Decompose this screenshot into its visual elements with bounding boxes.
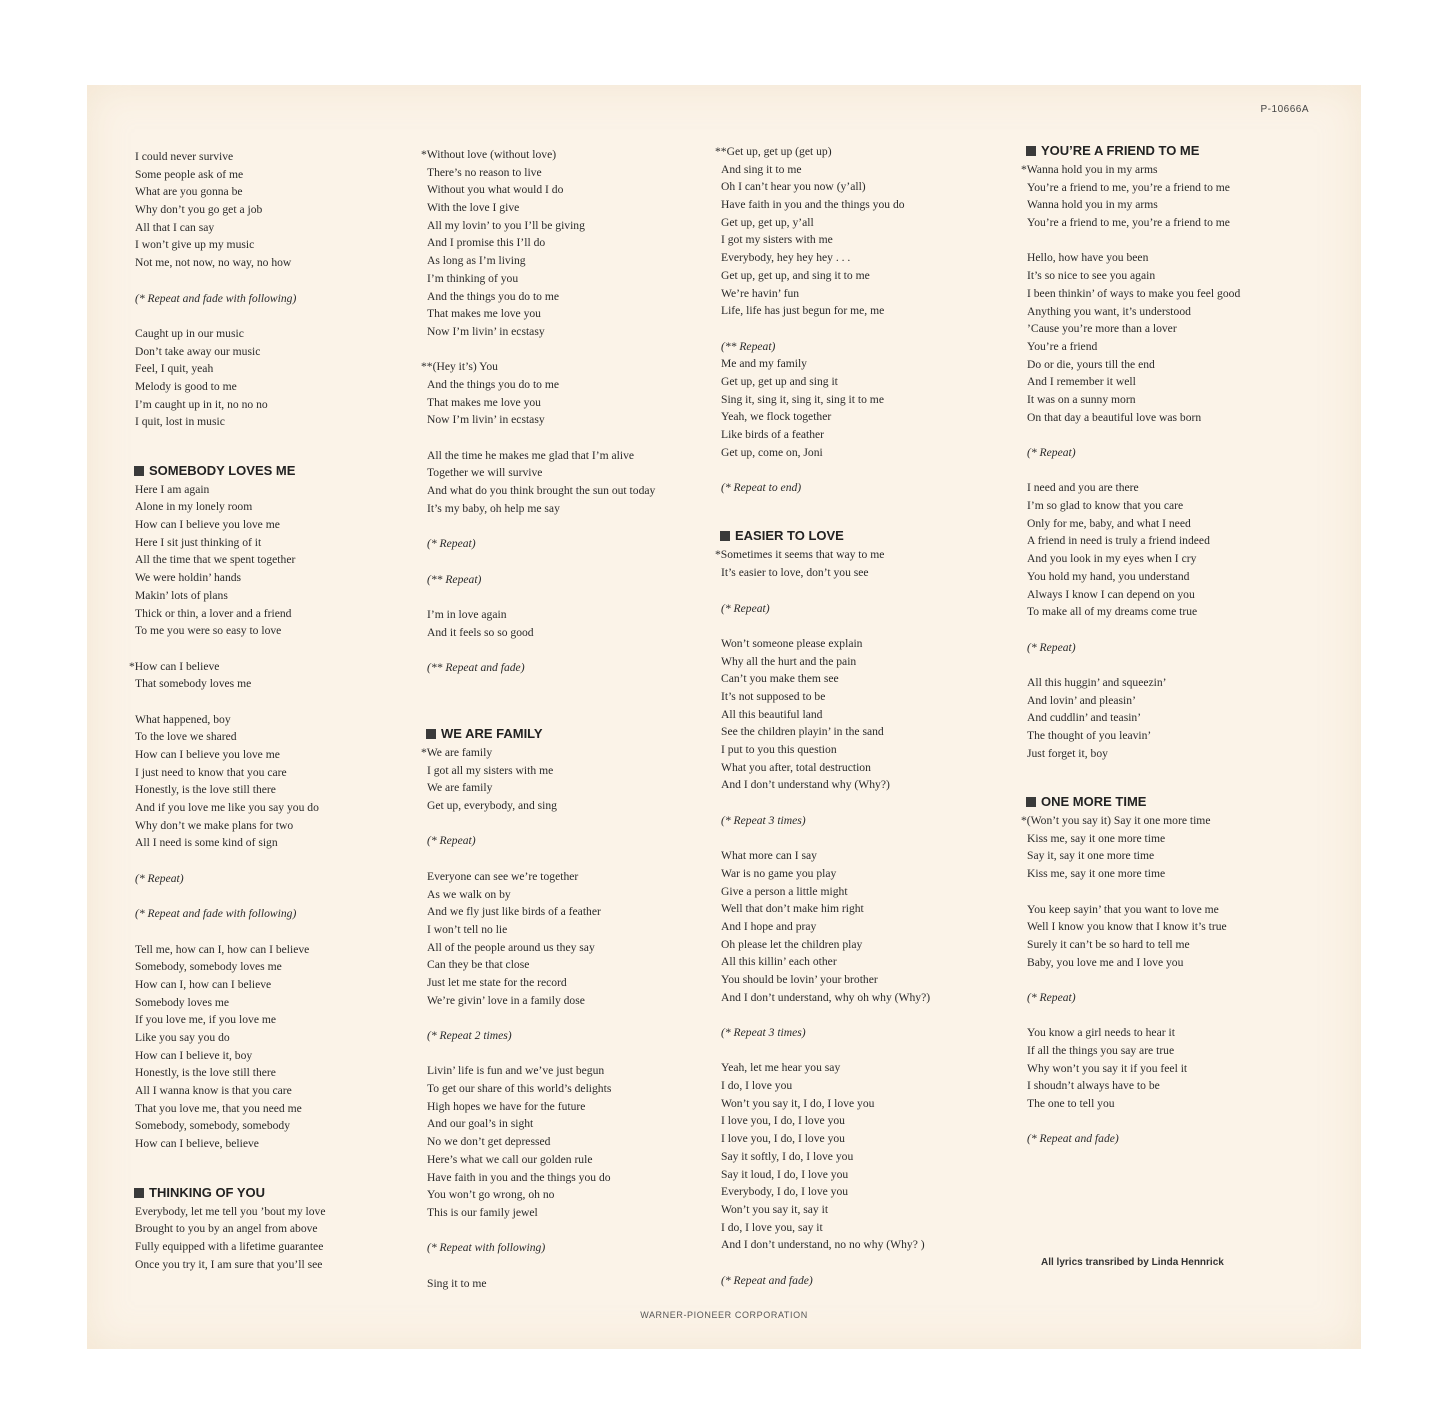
lyric-line: How can I believe you love me xyxy=(135,518,280,532)
lyric-line: To me you were so easy to love xyxy=(135,624,282,638)
lyric-line: On that day a beautiful love was born xyxy=(1027,410,1202,424)
repeat-note: (* Repeat and fade with following) xyxy=(135,907,297,921)
lyric-line: *Wanna hold you in my arms xyxy=(1021,163,1158,176)
song-title xyxy=(426,724,717,744)
song-title xyxy=(720,526,1011,546)
lyric-line: Why don’t we make plans for two xyxy=(135,818,294,832)
lyric-line: You keep sayin’ that you want to love me xyxy=(1027,902,1219,916)
lyric-line: All this killin’ each other xyxy=(721,955,837,969)
lyric-line: Say it loud, I do, I love you xyxy=(721,1167,849,1181)
lyric-line: If all the things you say are true xyxy=(1027,1044,1175,1057)
lyric-line: I got my sisters with me xyxy=(721,233,833,247)
lyric-line: Do or die, yours till the end xyxy=(1027,357,1155,371)
lyric-line: Can’t you make them see xyxy=(721,672,839,686)
stanza-gap xyxy=(721,582,1011,600)
lyric-line: Wanna hold you in my arms xyxy=(1027,198,1158,212)
lyrics-column-2 xyxy=(421,146,717,1292)
stanza-gap xyxy=(1027,762,1317,780)
lyric-line: And sing it to me xyxy=(721,162,802,176)
lyric-line: Brought to you by an angel from above xyxy=(135,1222,318,1236)
lyric-line: As we walk on by xyxy=(427,887,511,901)
square-bullet-icon xyxy=(1026,797,1036,807)
stanza-gap xyxy=(427,815,717,833)
lyric-line: And I hope and pray xyxy=(721,919,817,933)
lyric-line: All this beautiful land xyxy=(721,707,823,721)
lyric-line: What are you gonna be xyxy=(135,185,243,199)
song-title xyxy=(134,461,425,481)
lyric-line: No we don’t get depressed xyxy=(427,1135,551,1149)
lyric-line: It’s not supposed to be xyxy=(721,689,826,703)
lyric-line: I got all my sisters with me xyxy=(427,763,554,777)
lyric-line: Alone in my lonely room xyxy=(135,500,253,514)
lyric-line: The one to tell you xyxy=(1027,1097,1115,1111)
lyric-line: War is no game you play xyxy=(721,866,837,880)
lyric-line: And if you love me like you say you do xyxy=(135,801,319,815)
lyric-sheet xyxy=(87,85,1361,1349)
lyric-line: Say it softly, I do, I love you xyxy=(721,1149,854,1163)
lyric-line: Melody is good to me xyxy=(135,379,237,393)
lyric-line: Yeah, let me hear you say xyxy=(721,1061,841,1075)
lyric-line: What you after, total destruction xyxy=(721,760,871,774)
stanza-gap xyxy=(1027,1113,1317,1131)
repeat-note: (* Repeat 3 times) xyxy=(721,1026,806,1039)
lyric-line: You hold my hand, you understand xyxy=(1027,569,1190,583)
lyric-line: Like you say you do xyxy=(135,1031,230,1044)
lyric-line: I won’t tell no lie xyxy=(427,922,508,936)
lyric-line: You’re a friend to me, you’re a friend to me xyxy=(1027,180,1230,194)
lyric-line: I do, I love you, say it xyxy=(721,1220,823,1234)
stanza-gap xyxy=(1027,462,1317,480)
lyric-line: How can I, how can I believe xyxy=(135,977,272,991)
lyric-line: Sing it to me xyxy=(427,1276,487,1290)
lyric-line: And it feels so so good xyxy=(427,625,534,639)
lyric-line: Say it, say it one more time xyxy=(1027,849,1155,863)
lyric-line: We’re givin’ love in a family dose xyxy=(427,993,585,1007)
lyric-line: *We are family xyxy=(421,746,493,759)
catalog-number: P-10666A xyxy=(1260,104,1309,115)
publisher-footer: WARNER-PIONEER CORPORATION xyxy=(640,1310,808,1320)
lyric-line: Fully equipped with a lifetime guarantee xyxy=(135,1239,324,1253)
stanza-gap xyxy=(427,1257,717,1275)
song-title-text: THINKING OF YOU xyxy=(149,1184,266,1200)
lyric-line: And I don’t understand, why oh why (Why?) xyxy=(721,990,931,1004)
lyric-line: We are family xyxy=(427,781,493,795)
lyric-line: High hopes we have for the future xyxy=(427,1099,586,1113)
stanza-gap xyxy=(1027,971,1317,989)
stanza-gap xyxy=(721,1006,1011,1024)
square-bullet-icon xyxy=(134,466,144,476)
lyric-line: Don’t take away our music xyxy=(135,344,261,358)
lyric-line: I’m so glad to know that you care xyxy=(1027,499,1184,513)
lyrics-column-3 xyxy=(715,143,1011,1289)
lyric-line: And the things you do to me xyxy=(427,289,560,303)
lyric-line: What happened, boy xyxy=(135,712,231,726)
lyric-line: Somebody, somebody loves me xyxy=(135,960,282,974)
lyric-line: And I don’t understand why (Why?) xyxy=(721,778,890,792)
lyric-line: ’Cause you’re more than a lover xyxy=(1027,322,1177,336)
stanza-gap xyxy=(427,677,717,695)
lyric-line: Oh I can’t hear you now (y’all) xyxy=(721,180,866,194)
lyric-line: The thought of you leavin’ xyxy=(1027,729,1152,742)
lyric-line: Now I’m livin’ in ecstasy xyxy=(427,413,545,427)
lyric-line: I could never survive xyxy=(135,150,234,163)
lyric-line: Get up, get up, y’all xyxy=(721,215,814,229)
stanza-gap xyxy=(135,272,425,290)
lyric-line: It was on a sunny morn xyxy=(1027,392,1136,406)
lyric-line: All of the people around us they say xyxy=(427,940,595,954)
lyric-line: Always I know I can depend on you xyxy=(1027,587,1195,601)
stanza-gap xyxy=(721,461,1011,479)
repeat-note: (* Repeat) xyxy=(135,871,184,885)
lyric-line: Me and my family xyxy=(721,357,807,371)
lyrics-column-1 xyxy=(129,148,425,1273)
lyric-line: A friend in need is truly a friend indeed xyxy=(1027,534,1210,548)
lyric-line: Here’s what we call our golden rule xyxy=(427,1152,593,1166)
lyric-line: To the love we shared xyxy=(135,730,237,744)
lyric-line: I been thinkin’ of ways to make you feel good xyxy=(1027,286,1241,300)
stanza-gap xyxy=(721,1254,1011,1272)
stanza-gap xyxy=(427,553,717,571)
lyric-line: Caught up in our music xyxy=(135,326,244,340)
repeat-note: (** Repeat) xyxy=(721,339,776,353)
stanza-gap xyxy=(427,1009,717,1027)
lyric-line: Why all the hurt and the pain xyxy=(721,654,857,668)
lyric-line: All my lovin’ to you I’ll be giving xyxy=(427,218,585,232)
lyric-line: Won’t someone please explain xyxy=(721,636,863,650)
repeat-note: (* Repeat to end) xyxy=(721,481,802,495)
stanza-gap xyxy=(135,923,425,941)
lyric-line: And what do you think brought the sun out today xyxy=(427,484,656,498)
lyric-line: Sing it, sing it, sing it, sing it to me xyxy=(721,392,884,406)
lyric-line: Here I am again xyxy=(135,482,210,496)
lyric-line: There’s no reason to live xyxy=(427,165,542,179)
repeat-note: (** Repeat) xyxy=(427,572,482,586)
lyric-line: We’re havin’ fun xyxy=(721,286,800,300)
lyric-line: I do, I love you xyxy=(721,1079,793,1093)
lyric-line: Surely it can’t be so hard to tell me xyxy=(1027,937,1190,951)
stanza-gap xyxy=(1027,232,1317,250)
lyric-line: *How can I believe xyxy=(129,659,220,673)
stanza-gap xyxy=(427,517,717,535)
lyric-line: With the love I give xyxy=(427,201,520,215)
song-title-text: YOU’RE A FRIEND TO ME xyxy=(1041,143,1200,158)
lyric-line: And cuddlin’ and teasin’ xyxy=(1027,711,1142,725)
lyric-line: I love you, I do, I love you xyxy=(721,1114,845,1128)
lyric-line: Yeah, we flock together xyxy=(721,410,832,424)
stanza-gap xyxy=(427,1045,717,1063)
lyric-line: Feel, I quit, yeah xyxy=(135,362,214,376)
repeat-note: (* Repeat with following) xyxy=(427,1241,546,1255)
lyric-line: Won’t you say it, say it xyxy=(721,1202,829,1216)
lyric-line: How can I believe you love me xyxy=(135,748,280,761)
song-title-text: SOMEBODY LOVES ME xyxy=(149,462,296,478)
lyric-line: Some people ask of me xyxy=(135,167,244,181)
lyric-line: And I promise this I’ll do xyxy=(427,236,546,250)
lyric-line: Somebody loves me xyxy=(135,995,230,1009)
square-bullet-icon xyxy=(134,1188,144,1198)
stanza-gap xyxy=(135,852,425,870)
lyric-line: Only for me, baby, and what I need xyxy=(1027,516,1191,530)
lyric-line: I shoudn’t always have to be xyxy=(1027,1079,1160,1093)
lyric-line: I quit, lost in music xyxy=(135,415,225,429)
lyric-line: We were holdin’ hands xyxy=(135,571,242,585)
song-title-text: WE ARE FAMILY xyxy=(441,726,543,741)
lyric-line: Why don’t you go get a job xyxy=(135,203,263,217)
transcription-credit: All lyrics transribed by Linda Hennrick xyxy=(1041,1257,1224,1268)
lyric-line: Hello, how have you been xyxy=(1027,251,1149,265)
stanza-gap xyxy=(427,341,717,359)
lyric-line: That makes me love you xyxy=(427,395,541,409)
stanza-gap xyxy=(1027,1007,1317,1025)
lyric-line: And I don’t understand, no no why (Why? ) xyxy=(721,1238,925,1252)
lyric-line: How can I believe it, boy xyxy=(135,1048,253,1062)
repeat-note: (* Repeat 2 times) xyxy=(427,1029,512,1042)
lyric-line: *Without love (without love) xyxy=(421,148,557,161)
lyric-line: Thick or thin, a lover and a friend xyxy=(135,606,292,620)
lyric-line: It’s so nice to see you again xyxy=(1027,269,1156,283)
repeat-note: (* Repeat) xyxy=(721,601,770,615)
lyric-line: Get up, get up and sing it xyxy=(721,374,838,388)
lyric-line: All that I can say xyxy=(135,220,215,234)
repeat-note: (* Repeat) xyxy=(427,834,476,848)
stanza-gap xyxy=(135,1153,425,1171)
lyric-line: I need and you are there xyxy=(1027,481,1139,495)
lyric-line: It’s my baby, oh help me say xyxy=(427,501,560,515)
lyric-line: *Sometimes it seems that way to me xyxy=(715,548,885,562)
lyric-line: All the time that we spent together xyxy=(135,553,296,567)
lyric-line: Have faith in you and the things you do xyxy=(427,1170,611,1184)
repeat-note: (* Repeat) xyxy=(1027,990,1076,1004)
square-bullet-icon xyxy=(720,531,730,541)
lyric-line: Get up, come on, Joni xyxy=(721,445,823,459)
stanza-gap xyxy=(135,307,425,325)
square-bullet-icon xyxy=(426,729,436,739)
repeat-note: (* Repeat and fade) xyxy=(721,1273,813,1287)
repeat-note: (* Repeat and fade with following) xyxy=(135,291,297,305)
lyric-line: **(Hey it’s) You xyxy=(421,360,498,374)
stanza-gap xyxy=(135,640,425,658)
lyric-line: Get up, get up, and sing it to me xyxy=(721,268,870,282)
lyric-line: I just need to know that you care xyxy=(135,765,287,779)
lyric-line: Get up, everybody, and sing xyxy=(427,799,557,813)
lyric-line: Makin’ lots of plans xyxy=(135,588,228,602)
lyric-line: And we fly just like birds of a feather xyxy=(427,905,601,919)
lyric-line: I’m thinking of you xyxy=(427,271,519,285)
lyric-line: Well that don’t make him right xyxy=(721,902,864,916)
lyric-line: Somebody, somebody, somebody xyxy=(135,1119,291,1133)
stanza-gap xyxy=(721,320,1011,338)
lyric-line: How can I believe, believe xyxy=(135,1137,259,1151)
stanza-gap xyxy=(721,829,1011,847)
lyric-line: Just let me state for the record xyxy=(427,975,567,989)
lyric-line: Now I’m livin’ in ecstasy xyxy=(427,324,545,338)
stanza-gap xyxy=(427,429,717,447)
stanza-gap xyxy=(427,694,717,712)
lyric-line: I put to you this question xyxy=(721,743,837,756)
lyric-line: Baby, you love me and I love you xyxy=(1027,955,1184,969)
lyric-line: Everyone can see we’re together xyxy=(427,869,579,883)
lyric-line: Not me, not now, no way, no how xyxy=(135,256,292,270)
lyric-line: Just forget it, boy xyxy=(1027,746,1108,760)
stanza-gap xyxy=(1027,883,1317,901)
lyric-line: I’m in love again xyxy=(427,607,507,621)
lyric-line: Like birds of a feather xyxy=(721,428,825,441)
lyric-line: Together we will survive xyxy=(427,466,543,480)
lyric-line: To get our share of this world’s delights xyxy=(427,1082,612,1096)
lyric-line: Have faith in you and the things you do xyxy=(721,198,905,212)
lyric-line: And I remember it well xyxy=(1027,375,1136,389)
stanza-gap xyxy=(427,641,717,659)
song-title xyxy=(1026,141,1317,161)
lyric-line: That you love me, that you need me xyxy=(135,1101,302,1115)
lyric-line: Anything you want, it’s understood xyxy=(1027,304,1191,318)
stanza-gap xyxy=(1027,426,1317,444)
lyric-line: *(Won’t you say it) Say it one more time xyxy=(1021,814,1211,828)
lyric-line: Once you try it, I am sure that you’ll see xyxy=(135,1257,323,1271)
repeat-note: (** Repeat and fade) xyxy=(427,660,525,674)
lyric-line: **Get up, get up (get up) xyxy=(715,145,832,158)
repeat-note: (* Repeat 3 times) xyxy=(721,813,806,827)
repeat-note: (* Repeat) xyxy=(427,537,476,551)
lyric-line: Honestly, is the love still there xyxy=(135,783,276,797)
lyric-line: Kiss me, say it one more time xyxy=(1027,831,1166,845)
lyric-line: All I need is some kind of sign xyxy=(135,836,278,850)
lyric-line: It’s easier to love, don’t you see xyxy=(721,566,869,580)
stanza-gap xyxy=(135,431,425,449)
stanza-gap xyxy=(427,1222,717,1240)
stanza-gap xyxy=(721,617,1011,635)
stanza-gap xyxy=(721,1042,1011,1060)
lyric-line: All I wanna know is that you care xyxy=(135,1084,292,1098)
stanza-gap xyxy=(427,588,717,606)
lyric-line: This is our family jewel xyxy=(427,1205,538,1219)
lyric-line: I won’t give up my music xyxy=(135,238,255,252)
lyric-line: That makes me love you xyxy=(427,307,541,321)
lyric-line: Well I know you know that I know it’s true xyxy=(1027,920,1227,934)
lyric-line: All the time he makes me glad that I’m alive xyxy=(427,448,635,462)
lyric-line: Everybody, hey hey hey . . . xyxy=(721,251,851,265)
square-bullet-icon xyxy=(1026,146,1036,156)
lyric-line: Tell me, how can I, how can I believe xyxy=(135,942,310,956)
lyric-line: You’re a friend to me, you’re a friend to me xyxy=(1027,216,1230,230)
lyric-line: I love you, I do, I love you xyxy=(721,1132,845,1146)
lyric-line: Why won’t you say it if you feel it xyxy=(1027,1061,1188,1075)
lyric-line: Honestly, is the love still there xyxy=(135,1066,276,1080)
song-title-text: EASIER TO LOVE xyxy=(735,528,844,544)
lyric-line: And our goal’s in sight xyxy=(427,1117,534,1131)
song-title xyxy=(1026,792,1317,812)
lyric-line: That somebody loves me xyxy=(135,677,252,691)
lyric-line: You won’t go wrong, oh no xyxy=(427,1188,555,1202)
lyric-line: Life, life has just begun for me, me xyxy=(721,304,885,318)
lyric-line: Won’t you say it, I do, I love you xyxy=(721,1096,875,1110)
stanza-gap xyxy=(135,888,425,906)
lyric-line: I’m caught up in it, no no no xyxy=(135,397,268,411)
repeat-note: (* Repeat) xyxy=(1027,446,1076,459)
lyric-line: Without you what would I do xyxy=(427,183,564,197)
stanza-gap xyxy=(427,850,717,868)
stanza-gap xyxy=(1027,621,1317,639)
lyric-line: Everybody, let me tell you ’bout my love xyxy=(135,1204,326,1218)
lyric-line: And you look in my eyes when I cry xyxy=(1027,552,1197,566)
lyric-line: And the things you do to me xyxy=(427,377,560,391)
lyric-line: Everybody, I do, I love you xyxy=(721,1185,849,1199)
lyric-line: All this huggin’ and squeezin’ xyxy=(1027,675,1167,689)
lyric-line: If you love me, if you love me xyxy=(135,1013,277,1027)
lyric-line: As long as I’m living xyxy=(427,254,526,268)
lyric-line: You know a girl needs to hear it xyxy=(1027,1026,1175,1040)
song-title xyxy=(134,1183,425,1203)
lyric-line: See the children playin’ in the sand xyxy=(721,725,884,739)
lyric-line: Livin’ life is fun and we’ve just begun xyxy=(427,1064,605,1078)
lyric-line: Oh please let the children play xyxy=(721,937,863,951)
repeat-note: (* Repeat and fade) xyxy=(1027,1132,1119,1146)
lyric-line: You should be lovin’ your brother xyxy=(721,972,878,986)
stanza-gap xyxy=(135,693,425,711)
lyric-line: What more can I say xyxy=(721,849,817,863)
lyric-line: To make all of my dreams come true xyxy=(1027,605,1198,619)
lyrics-column-4 xyxy=(1021,141,1317,1148)
repeat-note: (* Repeat) xyxy=(1027,640,1076,654)
stanza-gap xyxy=(721,497,1011,515)
lyric-line: Kiss me, say it one more time xyxy=(1027,867,1166,881)
lyric-line: Give a person a little might xyxy=(721,884,848,898)
stanza-gap xyxy=(1027,656,1317,674)
stanza-gap xyxy=(721,794,1011,812)
lyric-line: Can they be that close xyxy=(427,958,530,972)
lyric-line: Here I sit just thinking of it xyxy=(135,535,262,549)
song-title-text: ONE MORE TIME xyxy=(1041,794,1147,810)
lyric-line: And lovin’ and pleasin’ xyxy=(1027,693,1136,707)
lyric-line: You’re a friend xyxy=(1027,339,1098,353)
